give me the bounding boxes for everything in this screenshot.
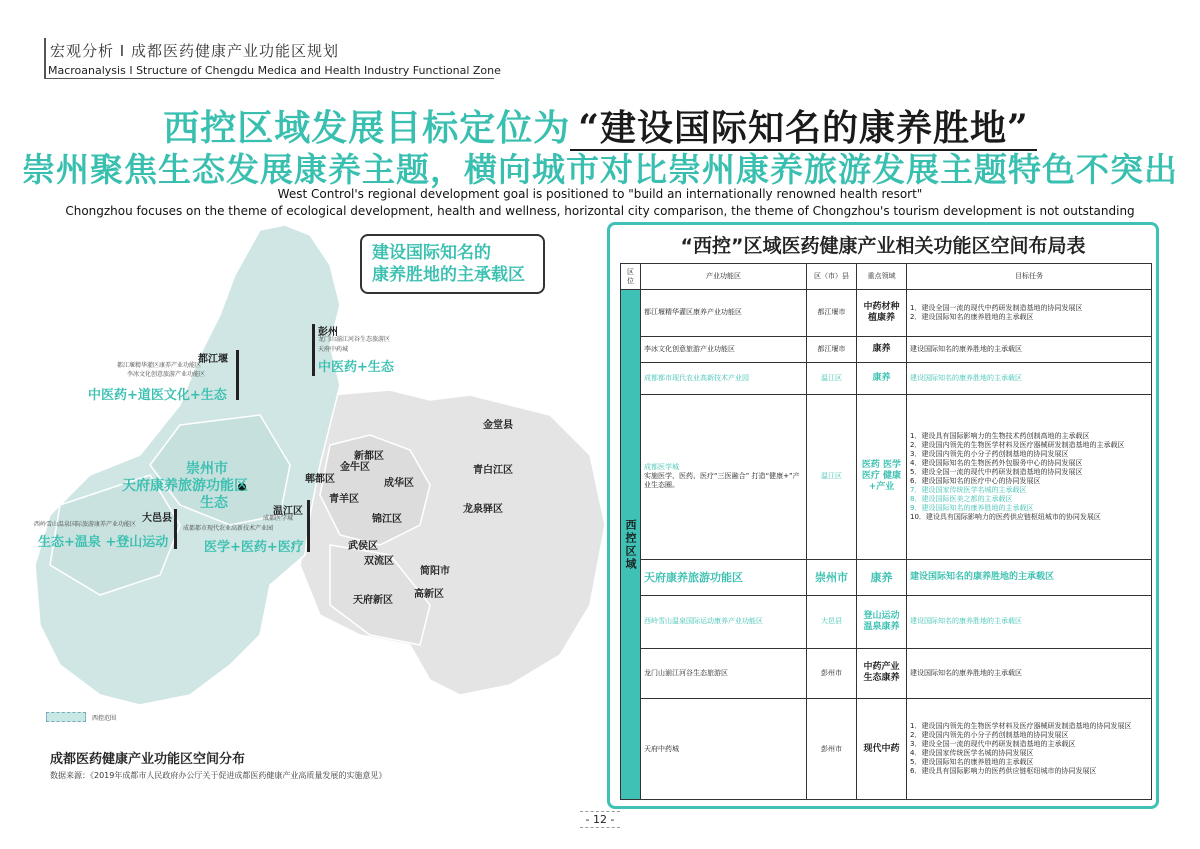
header-accent-bar — [44, 38, 46, 78]
label-jinniu: 金牛区 — [340, 462, 370, 473]
pengzhou-bar — [312, 324, 315, 376]
zone-cell: 李冰文化创意旅游产业功能区 — [641, 336, 807, 362]
dayi-theme: 生态+温泉 +登山运动 — [38, 535, 169, 550]
label-wenjiang: 温江区 — [273, 506, 303, 517]
zone-cell: 西岭雪山温泉国际运动康养产业功能区 — [641, 596, 807, 648]
header-divider — [44, 78, 494, 79]
label-longquanyi: 龙泉驿区 — [463, 504, 503, 515]
dayi-detail: 西岭雪山温泉国际旅游康养产业功能区 — [34, 521, 137, 528]
headline-en-1: West Control's regional development goal is positioned to "build an internationally renowned health resort" — [277, 187, 923, 201]
table-row — [621, 362, 1152, 394]
label-jinjiang: 锦江区 — [372, 514, 402, 525]
pengzhou-theme: 中医药+生态 — [318, 360, 394, 375]
task-item: 建设国际知名的康养胜地的主承载区 — [910, 668, 1022, 677]
label-chongzhou: 崇州市 — [186, 461, 228, 477]
callout-line-1: 建设国际知名的 — [372, 243, 491, 263]
dujiangyan-detail-1: 都江堰精华灌区康养产业功能区 — [117, 362, 202, 369]
dayi-bar — [174, 509, 177, 549]
legend-label: 西控范围 — [92, 715, 117, 722]
wenjiang-detail-2: 成都都市现代农业高新技术产业园 — [183, 525, 274, 532]
table-row — [621, 648, 1152, 698]
wenjiang-bar — [307, 500, 310, 552]
callout-line-2: 康养胜地的主承载区 — [372, 265, 525, 285]
task-item: 建设国际知名的康养胜地的主承载区 — [910, 374, 1022, 383]
page-number — [0, 813, 1200, 826]
label-shuangliu: 双流区 — [364, 556, 394, 567]
tasks-cell — [907, 290, 1152, 336]
county-cell: 温江区 — [807, 362, 857, 394]
county-cell: 彭州市 — [807, 648, 857, 698]
label-tianfu: 天府新区 — [353, 595, 393, 606]
chongzhou-theme: 生态 — [200, 495, 228, 511]
county-cell: 崇州市 — [807, 559, 857, 595]
field-cell: 康养 — [857, 336, 907, 362]
col-header-county: 区（市）县 — [807, 264, 857, 290]
col-header-zone: 产业功能区 — [641, 264, 807, 290]
table-header-row — [621, 264, 1152, 290]
county-cell: 大邑县 — [807, 596, 857, 648]
task-item: 6．建设具有国际影响力的医药供应链枢纽城市的协同发展区 — [910, 767, 1097, 775]
region-cell — [621, 290, 641, 800]
table-row — [621, 559, 1152, 595]
county-cell: 都江堰市 — [807, 290, 857, 336]
field-cell: 现代中药 — [857, 699, 907, 800]
task-item: 8．建设国际医美之都的主承载区 — [910, 494, 1013, 503]
section-title-en: Macroanalysis I Structure of Chengdu Medica and Health Industry Functional Zone — [48, 64, 501, 77]
headline-1-prefix: 西控区域发展目标定位为 — [163, 107, 571, 149]
field-cell: 康养 — [857, 559, 907, 595]
col-header-tasks: 目标任务 — [907, 264, 1152, 290]
map-source: 数据来源：《2019年成都市人民政府办公厅关于促进成都医药健康产业高质量发展的实施意见》 — [50, 771, 387, 780]
tasks-cell — [907, 648, 1152, 698]
task-item: 建设国际知名的康养胜地的主承载区 — [910, 344, 1022, 353]
label-qingyang: 青羊区 — [329, 494, 359, 505]
task-item: 2．建设国内领先的小分子药创制基地的协同发展区 — [910, 731, 1069, 739]
table-row — [621, 290, 1152, 336]
chongzhou-zone: 天府康养旅游功能区 — [122, 478, 248, 494]
tasks-cell — [907, 596, 1152, 648]
label-qingbaijiang: 青白江区 — [473, 465, 513, 476]
task-item: 1．建设全国一流的现代中药研发制造基地的协同发展区 — [910, 303, 1083, 312]
zone-cell: 都江堰精华灌区康养产业功能区 — [641, 290, 807, 336]
headline-1-highlight: “建设国际知名的康养胜地” — [570, 107, 1036, 151]
label-jintang: 金堂县 — [483, 420, 513, 431]
table-title: “西控”区域医药健康产业相关功能区空间布局表 — [680, 235, 1086, 257]
layout-table — [620, 263, 1152, 800]
dujiangyan-bar — [236, 350, 239, 400]
page-number-text: - 12 - — [580, 811, 621, 828]
table-row — [621, 596, 1152, 648]
wenjiang-theme: 医学+医药+医疗 — [204, 540, 304, 555]
dujiangyan-detail-2: 李冰文化创意旅游产业功能区 — [127, 371, 206, 378]
zone-note: 实施医学、医药、医疗“三医融合” 打造“健康+”产业生态圈。 — [644, 472, 800, 490]
headline-en-2: Chongzhou focuses on the theme of ecological development, health and wellness, horizontal city comparison, the theme of Chongzhou's tourism development is not outstanding — [65, 204, 1135, 218]
table-row — [621, 699, 1152, 800]
field-cell: 中药产业生态康养 — [857, 648, 907, 698]
task-item: 2．建设国内领先的生物医学材料及医疗器械研发制造基地的主承载区 — [910, 440, 1125, 449]
field-cell: 医药 医学 医疗 健康+产业 — [857, 395, 907, 560]
label-xindu: 新都区 — [354, 451, 384, 462]
map-caption: 成都医药健康产业功能区空间分布 — [50, 752, 246, 767]
task-item: 3．建设全国一流的现代中药研发制造基地的主承载区 — [910, 740, 1076, 748]
task-item: 2．建设国际知名的康养胜地的主承载区 — [910, 312, 1034, 321]
zone-cell — [641, 395, 807, 560]
col-header-region: 区位 — [621, 264, 641, 290]
tasks-cell — [907, 699, 1152, 800]
zone-cell: 天府康养旅游功能区 — [641, 559, 807, 595]
tasks-cell — [907, 336, 1152, 362]
field-cell: 中药材种植康养 — [857, 290, 907, 336]
zone-cell: 成都都市现代农业高新技术产业园 — [641, 362, 807, 394]
tasks-cell — [907, 395, 1152, 560]
task-item: 5．建设国际知名的康养胜地的主承载区 — [910, 758, 1034, 766]
tasks-cell — [907, 559, 1152, 595]
label-dayi: 大邑县 — [142, 513, 172, 524]
task-item: 4．建设国际知名的生物医药外包服务中心的协同发展区 — [910, 458, 1083, 467]
zone-cell: 天府中药城 — [641, 699, 807, 800]
table-panel — [607, 222, 1159, 809]
task-item: 3．建设国内领先的小分子药创制基地的协同发展区 — [910, 449, 1069, 458]
field-cell: 登山运动温泉康养 — [857, 596, 907, 648]
task-item: 7．建设国家传统医学名城的主承载区 — [910, 485, 1027, 494]
county-cell: 温江区 — [807, 395, 857, 560]
tasks-cell — [907, 362, 1152, 394]
table-row — [621, 336, 1152, 362]
wenjiang-detail-1: 成都医学城 — [263, 515, 294, 522]
headline-2: 崇州聚焦生态发展康养主题，横向城市对比崇州康养旅游发展主题特色不突出 — [22, 150, 1178, 189]
task-item: 10．建设具有国际影响力的医药供应链枢纽城市的协同发展区 — [910, 512, 1101, 521]
pengzhou-detail-1: 龙门山湔江河谷生态旅游区 — [318, 336, 391, 343]
task-item: 建设国际知名的康养胜地的主承载区 — [910, 571, 1055, 582]
county-cell: 彭州市 — [807, 699, 857, 800]
task-item: 9．建设国际知名的康养胜地的主承载区 — [910, 503, 1034, 512]
map-east-region — [300, 390, 605, 695]
zone-name: 成都医学城 — [644, 463, 679, 472]
task-item: 1．建设国内领先的生物医学材料及医疗器械研发制造基地的协同发展区 — [910, 722, 1132, 730]
task-item: 5．建设全国一流的现代中药研发制造基地的协同发展区 — [910, 467, 1083, 476]
task-item: 6．建设国际知名的医疗中心的协同发展区 — [910, 476, 1041, 485]
label-gaoxin: 高新区 — [414, 589, 444, 600]
dujiangyan-theme: 中医药+道医文化+生态 — [88, 388, 227, 403]
label-wuhou: 武侯区 — [348, 541, 378, 552]
task-item: 4．建设国家传统医学名城的协同发展区 — [910, 749, 1034, 757]
county-cell: 都江堰市 — [807, 336, 857, 362]
legend-swatch — [46, 712, 86, 722]
label-pengzhou: 彭州 — [318, 327, 338, 338]
zone-cell: 龙门山湔江河谷生态旅游区 — [641, 648, 807, 698]
task-item: 1．建设具有国际影响力的生物技术药创制高地的主承载区 — [910, 431, 1090, 440]
region-label: 西控区域 — [624, 518, 637, 571]
col-header-field: 重点领域 — [857, 264, 907, 290]
label-jianyang: 简阳市 — [420, 566, 450, 577]
label-chenghua: 成华区 — [384, 478, 414, 489]
map-callout — [360, 234, 545, 294]
field-cell: 康养 — [857, 362, 907, 394]
section-title: 宏观分析 I 成都医药健康产业功能区规划 — [50, 42, 339, 60]
label-dujiangyan: 都江堰 — [198, 354, 228, 365]
pengzhou-detail-2: 天府中药城 — [318, 346, 349, 353]
label-pixian: 郫都区 — [305, 474, 335, 485]
task-item: 建设国际知名的康养胜地的主承载区 — [910, 617, 1022, 626]
table-row — [621, 395, 1152, 560]
